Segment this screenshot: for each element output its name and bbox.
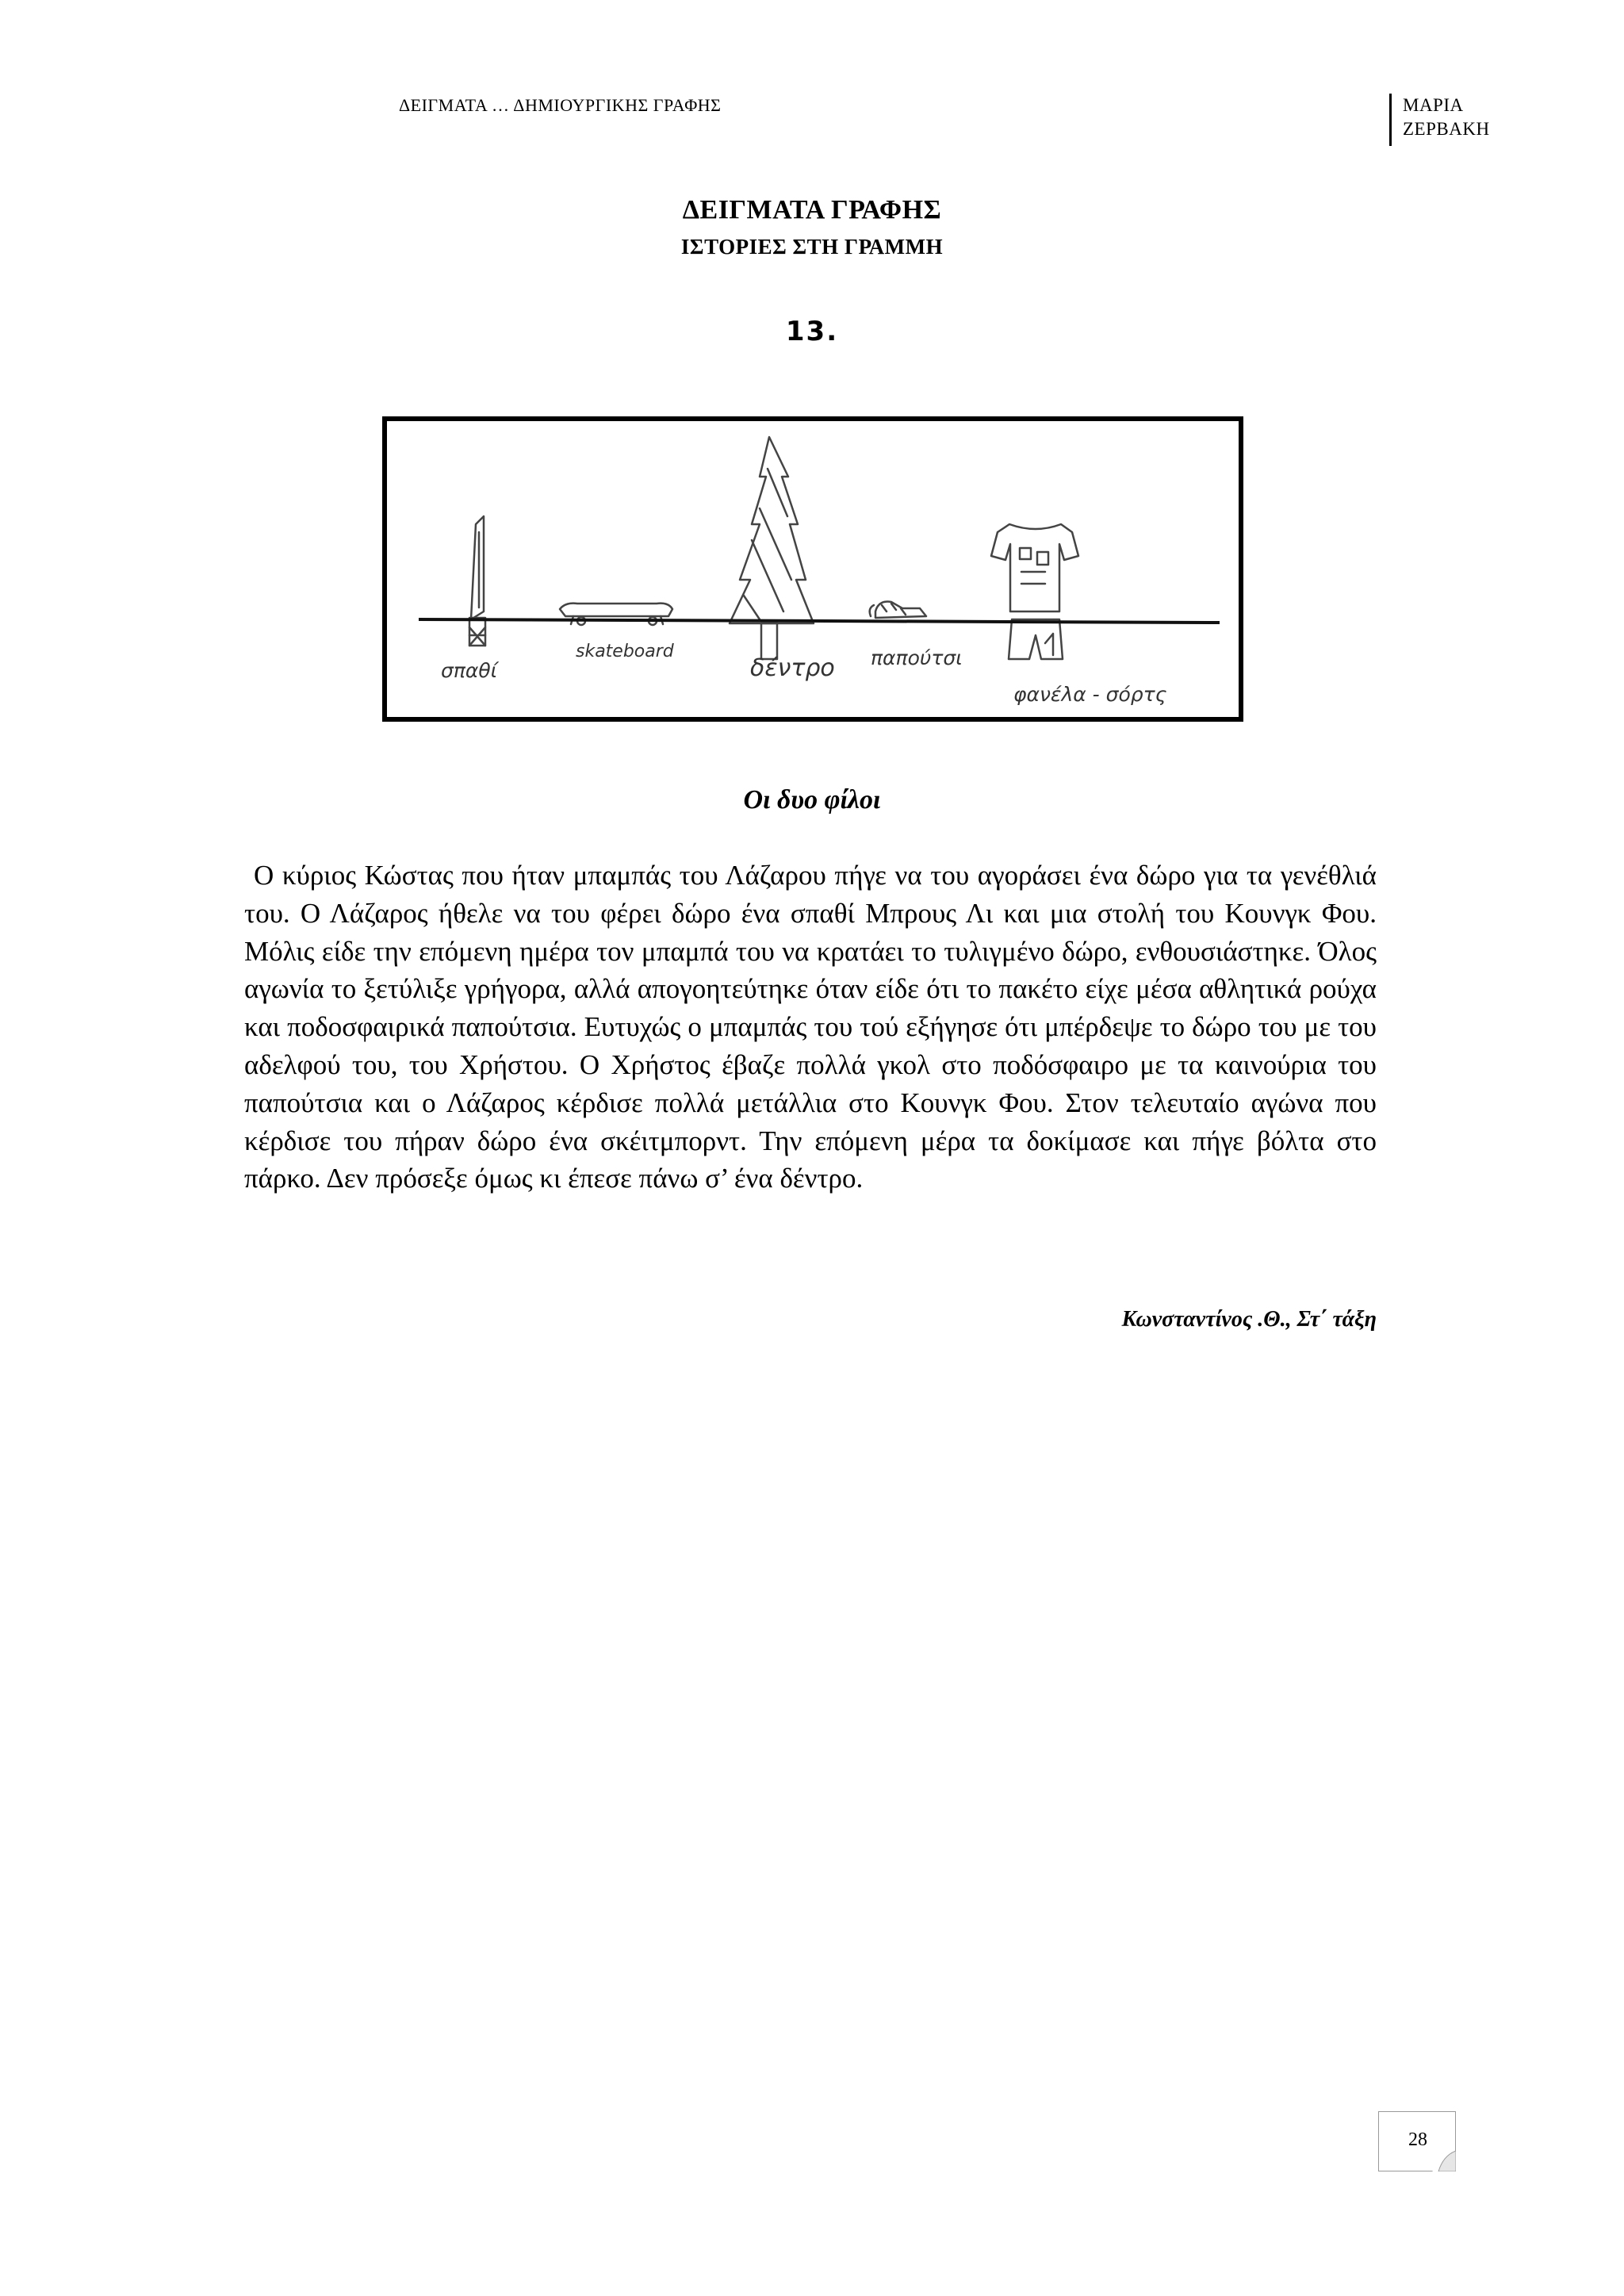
- story-body: [244, 857, 1377, 1198]
- story-author: Κωνσταντίνος .Θ., Στ΄ τάξη: [1121, 1307, 1377, 1332]
- story-paragraph: Ο κύριος Κώστας που ήταν μπαμπάς του Λάζαρου πήγε να του αγοράσει ένα δώρο για τα γενέθλιά του. Ο Λάζαρος ήθελε να του φέρει δώρο ένα σπαθί Μπρους Λι και μια στολή του Κουνγκ Φου. Μόλις είδε την επόμενη ημέρα τον μπαμπά του να κρατάει το τυλιγμένο δώρο, ενθουσιάστηκε. Όλος αγωνία το ξετύλιξε γρήγορα, αλλά απογοητεύτηκε όταν είδε ότι το πακέτο είχε μέσα αθλητικά ρούχα και ποδοσφαιρικά παπούτσια. Ευτυχώς ο μπαμπάς του τού εξήγησε ότι μπέρδεψε το δώρο του με του αδελφού του, του Χρήστου. Ο Χρήστος έβαζε πολλά γκολ στο ποδόσφαιρο με τα καινούρια του παπούτσια και ο Λάζαρος κέρδισε πολλά μετάλλια στο Κουνγκ Φου. Στον τελευταίο αγώνα που κέρδισε του πήραν δώρο ένα σκέιτμπορντ. Την επόμενη μέρα τα δοκίμασε και πήγε βόλτα στο πάρκο. Δεν πρόσεξε όμως κι έπεσε πάνω σ’ ένα δέντρο.: [244, 860, 1377, 1194]
- tree-sketch: [730, 437, 814, 659]
- page-title: ΔΕΙΓΜΑΤΑ ΓΡΑΦΗΣ: [682, 195, 942, 224]
- page-subtitle: ΙΣΤΟΡΙΕΣ ΣΤΗ ΓΡΑΜΜΗ: [680, 235, 944, 259]
- shoes-sketch: [870, 602, 926, 619]
- author-last-name: ΖΕΡΒΑΚΗ: [1403, 119, 1490, 139]
- label-uniform: φανέλα - σόρτς: [1013, 683, 1167, 706]
- story-title: Οι δυο φίλοι: [743, 785, 881, 815]
- label-skateboard: skateboard: [576, 642, 674, 661]
- page-number: 28: [1408, 2129, 1427, 2150]
- author-first-name: ΜΑΡΙΑ: [1403, 95, 1464, 115]
- page-curl-icon: [1432, 2151, 1456, 2171]
- label-tree: δέντρο: [750, 654, 835, 682]
- sword-sketch: [469, 516, 485, 646]
- page-number-box: [1378, 2111, 1456, 2171]
- label-sword: σπαθί: [441, 659, 498, 682]
- sample-number: 13.: [785, 316, 839, 347]
- uniform-sketch: [991, 524, 1078, 659]
- label-shoes: παπούτσι: [871, 646, 963, 669]
- running-header-title: ΔΕΙΓΜΑΤΑ … ΔΗΜΙΟΥΡΓΙΚΗΣ ΓΡΑΦΗΣ: [399, 95, 722, 115]
- child-drawing: [382, 416, 1243, 722]
- running-header-author: [1389, 94, 1490, 146]
- story-baseline: [419, 619, 1220, 623]
